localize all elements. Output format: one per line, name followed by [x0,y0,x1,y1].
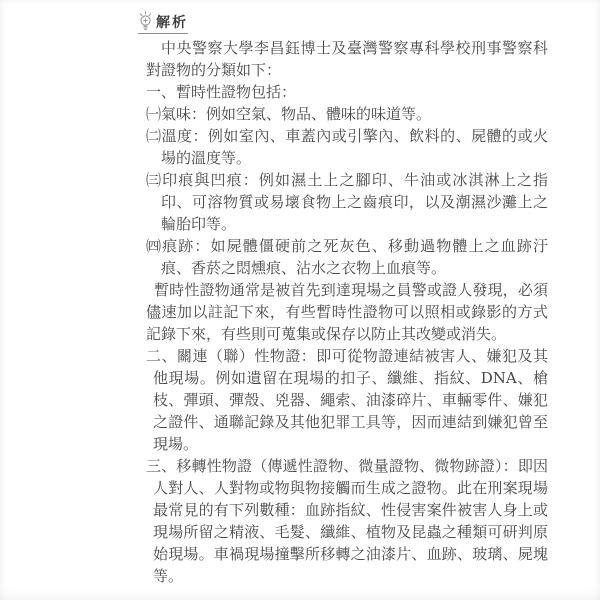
list-item-2 [146,345,548,455]
list-item-2-label: 二、 [146,347,177,365]
list-item-3-body: 移轉性物證（傳遞性證物、微量證物、微物跡證）：即因人對人、人對物或物與物接觸而生成之證物。此在刑案現場最常見的有下列數種：血跡指紋、性侵害案件被害人身上或現場所留之精液、毛髮、纖維、植物及昆蟲之種類可研判原始現場。車禍現場撞擊所移轉之油漆片、血跡、玻璃、屍塊等。 [153,457,548,585]
sub-item-4: ㈣痕跡：如屍體僵硬前之死灰色、移動過物體上之血跡汙痕、香菸之悶燻痕、沾水之衣物上血痕等。 [146,237,548,277]
analysis-title: 解析 [156,15,188,31]
list-item-1-note: 暫時性證物通常是被首先到達現場之員警或證人發現，必須儘速加以註記下來，有些暫時性證物可以照相或錄影的方式記錄下來，有些則可蒐集或保存以防止其改變或消失。 [146,281,548,343]
list-item-3-label: 三、 [146,457,177,475]
intro-paragraph: 中央警察大學李昌鈺博士及臺灣警察專科學校刑事警察科對證物的分類如下： [146,39,548,79]
lightbulb-icon [138,11,154,31]
sub-item-1: ㈠氣味：例如空氣、物品、體味的味道等。 [146,105,432,123]
analysis-header [138,11,188,34]
list-item-2-body: 關連（聯）性物證：即可從物證連結被害人、嫌犯及其他現場。例如遺留在現場的扣子、纖維、指紋、DNA、槍枝、彈頭、彈殼、兇器、繩索、油漆碎片、車輛零件、嫌犯之證件、通聯記錄及其他犯罪工具等，因而連結到嫌犯曾至現場。 [153,347,548,453]
list-item-1-title: 暫時性證物包括： [176,83,297,101]
sub-item-3: ㈢印痕與凹痕：例如濕土上之腳印、牛油或冰淇淋上之指印、可溶物質或易壞食物上之齒痕印，以及潮濕沙灘上之輪胎印等。 [146,171,548,233]
analysis-content [146,37,548,587]
sub-item-2: ㈡溫度：例如室內、車蓋內或引擎內、飲料的、屍體的或火場的溫度等。 [146,127,548,167]
list-item-1-label: 一、 [146,83,177,101]
list-item-1-head [146,81,548,103]
list-item-3 [146,455,548,587]
